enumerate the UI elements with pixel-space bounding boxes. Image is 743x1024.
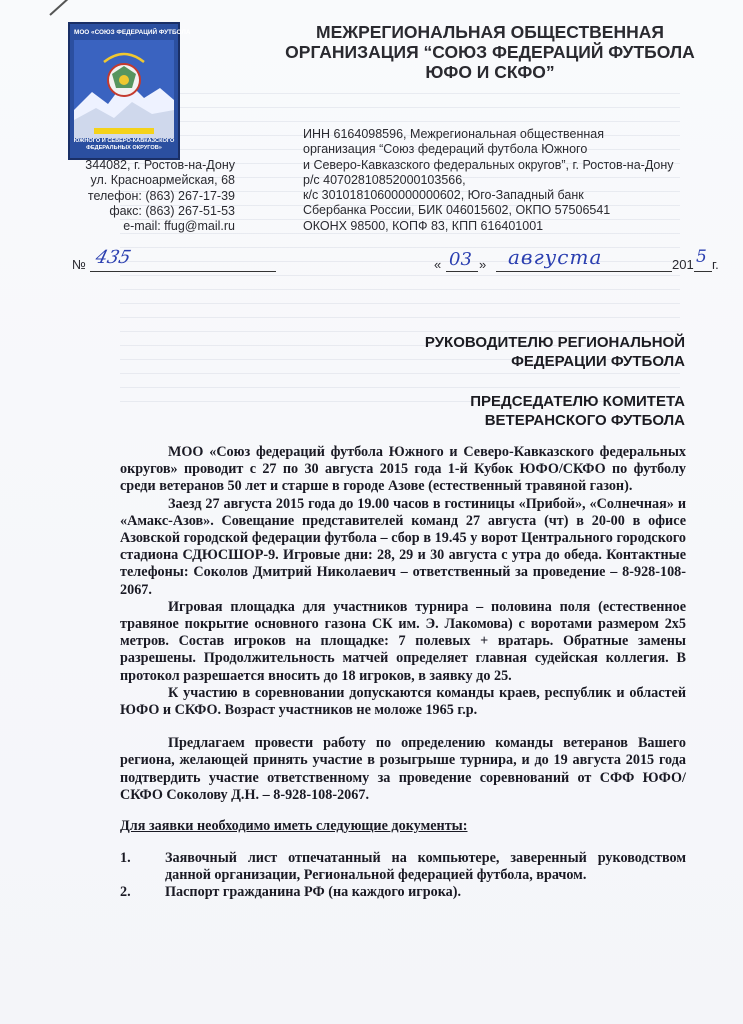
contact-email: e-mail: ffug@mail.ru xyxy=(123,219,235,234)
paragraph-tournament-intro: МОО «Союз федераций футбола Южного и Северо-Кавказского федеральных округов» проводит с 27 по 30 августа 2015 года 1-й Кубок ЮФО/СКФО по футболу среди ветеранов 50 лет и старше в городе Азове (естественный травяной газон). xyxy=(120,444,686,495)
list-item xyxy=(120,850,686,884)
handwritten-year-digit: 5 xyxy=(696,247,707,267)
organization-name xyxy=(270,22,710,82)
quote-close: » xyxy=(479,257,487,272)
bank-line: Сбербанка России, БИК 046015602, ОКПО 57506541 xyxy=(303,203,611,218)
year-suffix: г. xyxy=(712,257,719,272)
logo-bottom-line-1: ЮЖНОГО И СЕВЕРО-КАВКАЗСКОГО xyxy=(73,138,175,144)
outgoing-number-date-line xyxy=(72,245,727,275)
handwritten-month: августа xyxy=(508,245,603,269)
handwritten-number: 435 xyxy=(93,247,133,268)
logo-bottom-line-2: ФЕДЕРАЛЬНЫХ ОКРУГОВ» xyxy=(86,145,162,151)
bank-line: ОКОНХ 98500, КОПФ 83, КПП 616401001 xyxy=(303,218,544,233)
contact-phone: телефон: (863) 267-17-39 xyxy=(87,188,235,203)
paragraph-arrival-schedule: Заезд 27 августа 2015 года до 19.00 часов в гостиницы «Прибой», «Солнечная» и «Амакс-Азов». Совещание представителей команд 27 августа (чт) в 20-00 в офисе Азовской городской федерации футбола – сбор в 19.45 у ворот Центрального городского стадиона СДЮСШОР-9. Игровые дни: 28, 29 и 30 августа с утра до обеда. Контактные телефоны: Соколов Дмитрий Николаевич – ответственный за проведение – 8-928-108-2067. xyxy=(120,495,686,598)
bank-details xyxy=(303,127,723,234)
number-sign: № xyxy=(72,257,86,272)
list-item xyxy=(120,884,686,901)
bank-line: ИНН 6164098596, Межрегиональная общественная xyxy=(303,127,605,141)
contact-address: 344082, г. Ростов-на-Дону xyxy=(85,158,235,172)
addressee-regional-federation xyxy=(285,333,685,371)
contact-street: ул. Красноармейская, 68 xyxy=(90,173,235,188)
month-underline xyxy=(496,271,672,272)
org-name-line-2: ОРГАНИЗАЦИЯ “СОЮЗ ФЕДЕРАЦИЙ ФУТБОЛА xyxy=(285,42,695,62)
letter-body xyxy=(120,444,686,804)
bank-line: и Северо-Кавказского федеральных округов”, г. Ростов-на-Дону xyxy=(303,157,674,172)
year-prefix: 201 xyxy=(672,257,694,272)
organization-logo xyxy=(68,22,191,160)
handwritten-day: 03 xyxy=(449,249,472,270)
bank-line: к/с 30101810600000000602, Юго-Западный банк xyxy=(303,188,584,203)
list-item-text: Заявочный лист отпечатанный на компьютере, заверенный руководством данной организации, Региональной федерацией футбола, врачом. xyxy=(165,850,686,884)
quote-open: « xyxy=(434,257,442,272)
list-item-number: 2. xyxy=(120,884,131,901)
bank-line: р/с 40702810852000103566, xyxy=(303,172,466,187)
addressee-line: ПРЕДСЕДАТЕЛЮ КОМИТЕТА xyxy=(470,393,685,410)
paragraph-playing-field: Игровая площадка для участников турнира – половина поля (естественное травяное покрытие основного газона СК им. Э. Лакомова) с воротами размером 2х5 метров. Состав игроков на площадке: 7 полевых + вратарь. Обратные замены разрешены. Продолжительность матчей определяет главная судейская коллегия. В протокол разрешается вносить до 18 игроков, в заявку до 25. xyxy=(120,598,686,684)
year-underline xyxy=(694,271,712,272)
org-name-line-1: МЕЖРЕГИОНАЛЬНАЯ ОБЩЕСТВЕННАЯ xyxy=(316,22,664,42)
documents-heading: Для заявки необходимо иметь следующие документы: xyxy=(120,818,468,834)
addressee-line: РУКОВОДИТЕЛЮ РЕГИОНАЛЬНОЙ xyxy=(424,334,685,351)
org-name-line-3: ЮФО И СКФО” xyxy=(425,62,555,82)
documents-list xyxy=(120,850,686,902)
contact-block xyxy=(60,158,235,234)
logo-top-text: МОО «СОЮЗ ФЕДЕРАЦИЙ ФУТБОЛА xyxy=(74,29,191,36)
shield-emblem-icon xyxy=(74,40,174,138)
list-item-text: Паспорт гражданина РФ (на каждого игрока). xyxy=(165,884,462,901)
number-underline xyxy=(90,271,276,272)
addressee-veterans-committee xyxy=(285,392,685,430)
list-item-number: 1. xyxy=(120,850,131,866)
logo-bottom-text xyxy=(72,138,176,152)
bank-line: организация “Союз федераций футбола Южного xyxy=(303,142,588,157)
addressee-line: ФЕДЕРАЦИИ ФУТБОЛА xyxy=(511,353,685,370)
contact-fax: факс: (863) 267-51-53 xyxy=(109,203,235,218)
addressee-line: ВЕТЕРАНСКОГО ФУТБОЛА xyxy=(484,412,685,429)
paragraph-confirmation-request: Предлагаем провести работу по определению команды ветеранов Вашего региона, желающей принять участие в розыгрыше турнира, и до 19 августа 2015 года подтвердить участие ответственному за проведение соревнований от СФФ ЮФО/СКФО Соколову Д.Н. – 8-928-108-2067. xyxy=(120,735,686,803)
day-underline xyxy=(446,271,478,272)
paragraph-eligibility: К участию в соревновании допускаются команды краев, республик и областей ЮФО и СКФО. Возраст участников не моложе 1965 г.р. xyxy=(120,684,686,719)
